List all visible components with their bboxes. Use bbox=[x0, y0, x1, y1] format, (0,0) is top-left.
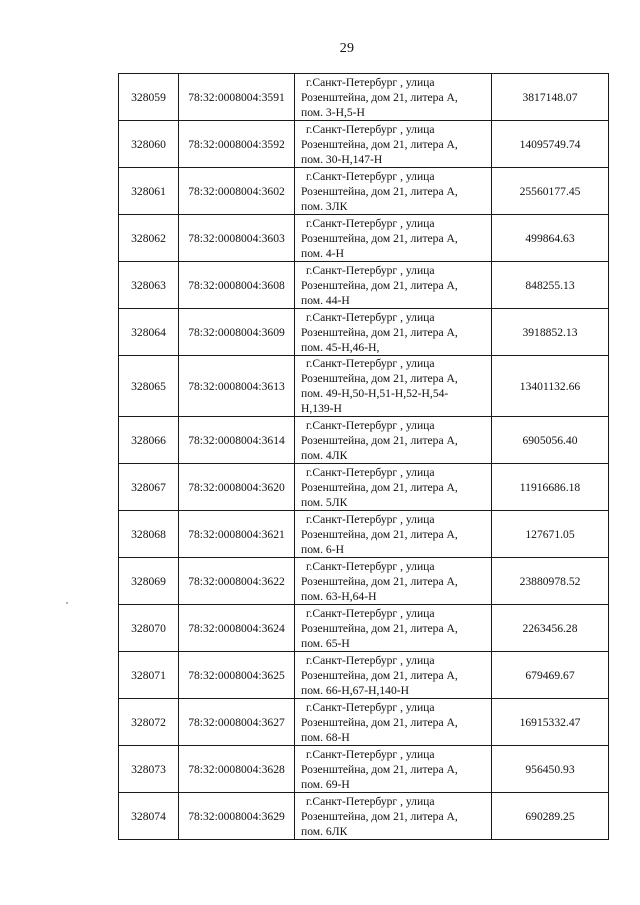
address-cell bbox=[295, 464, 492, 511]
cadastral-number-cell: 78:32:0008004:3628 bbox=[179, 746, 295, 793]
cadastral-number-cell: 78:32:0008004:3622 bbox=[179, 558, 295, 605]
address-line: г.Санкт-Петербург , улица bbox=[306, 310, 435, 324]
address-cell bbox=[295, 215, 492, 262]
scan-speck bbox=[66, 602, 68, 604]
record-number-cell: 328067 bbox=[119, 464, 179, 511]
address-cell bbox=[295, 356, 492, 417]
address-cell bbox=[295, 652, 492, 699]
address-line: г.Санкт-Петербург , улица bbox=[306, 216, 435, 230]
table-row bbox=[119, 215, 609, 262]
cadastral-value-cell: 2263456.28 bbox=[492, 605, 609, 652]
cadastral-value-cell: 25560177.45 bbox=[492, 168, 609, 215]
property-register-table bbox=[118, 73, 609, 840]
table-row bbox=[119, 652, 609, 699]
address-line: пом. 69-Н bbox=[301, 777, 350, 791]
record-number-cell: 328069 bbox=[119, 558, 179, 605]
address-cell bbox=[295, 309, 492, 356]
address-line: г.Санкт-Петербург , улица bbox=[306, 418, 435, 432]
cadastral-value-cell: 956450.93 bbox=[492, 746, 609, 793]
address-line: Розенштейна, дом 21, литера А, bbox=[301, 574, 458, 588]
record-number-cell: 328065 bbox=[119, 356, 179, 417]
address-line: Розенштейна, дом 21, литера А, bbox=[301, 621, 458, 635]
address-line: пом. 49-Н,50-Н,51-Н,52-Н,54- bbox=[301, 387, 449, 400]
address-line: г.Санкт-Петербург , улица bbox=[306, 263, 435, 277]
address-line: г.Санкт-Петербург , улица bbox=[306, 747, 435, 761]
address-line: пом. 45-Н,46-Н, bbox=[301, 340, 380, 354]
cadastral-value-cell: 690289.25 bbox=[492, 793, 609, 840]
record-number-cell: 328070 bbox=[119, 605, 179, 652]
address-line: Розенштейна, дом 21, литера А, bbox=[301, 90, 458, 104]
address-line: пом. 5ЛК bbox=[301, 495, 348, 509]
address-line: г.Санкт-Петербург , улица bbox=[306, 122, 435, 136]
record-number-cell: 328068 bbox=[119, 511, 179, 558]
address-line: Н,139-Н bbox=[301, 402, 342, 415]
address-cell bbox=[295, 746, 492, 793]
address-cell bbox=[295, 558, 492, 605]
cadastral-value-cell: 11916686.18 bbox=[492, 464, 609, 511]
table-row bbox=[119, 511, 609, 558]
table-row bbox=[119, 558, 609, 605]
cadastral-number-cell: 78:32:0008004:3591 bbox=[179, 74, 295, 121]
cadastral-value-cell: 6905056.40 bbox=[492, 417, 609, 464]
address-line: пом. 4-Н bbox=[301, 246, 344, 260]
address-line: г.Санкт-Петербург , улица bbox=[306, 512, 435, 526]
address-cell bbox=[295, 511, 492, 558]
cadastral-number-cell: 78:32:0008004:3629 bbox=[179, 793, 295, 840]
table-row bbox=[119, 262, 609, 309]
address-line: г.Санкт-Петербург , улица bbox=[306, 606, 435, 620]
record-number-cell: 328074 bbox=[119, 793, 179, 840]
cadastral-value-cell: 14095749.74 bbox=[492, 121, 609, 168]
address-line: пом. 30-Н,147-Н bbox=[301, 152, 383, 166]
table-row bbox=[119, 309, 609, 356]
address-line: Розенштейна, дом 21, литера А, bbox=[301, 278, 458, 292]
address-line: пом. 66-Н,67-Н,140-Н bbox=[301, 683, 409, 697]
table-row bbox=[119, 464, 609, 511]
cadastral-value-cell: 13401132.66 bbox=[492, 356, 609, 417]
table-row bbox=[119, 605, 609, 652]
address-line: г.Санкт-Петербург , улица bbox=[306, 653, 435, 667]
cadastral-value-cell: 127671.05 bbox=[492, 511, 609, 558]
address-cell bbox=[295, 699, 492, 746]
address-line: Розенштейна, дом 21, литера А, bbox=[301, 527, 458, 541]
address-line: пом. 63-Н,64-Н bbox=[301, 589, 377, 603]
record-number-cell: 328064 bbox=[119, 309, 179, 356]
cadastral-number-cell: 78:32:0008004:3627 bbox=[179, 699, 295, 746]
address-line: пом. 68-Н bbox=[301, 730, 350, 744]
address-line: г.Санкт-Петербург , улица bbox=[306, 75, 435, 89]
address-line: пом. 6-Н bbox=[301, 542, 344, 556]
record-number-cell: 328060 bbox=[119, 121, 179, 168]
address-line: г.Санкт-Петербург , улица bbox=[306, 794, 435, 808]
record-number-cell: 328071 bbox=[119, 652, 179, 699]
address-line: Розенштейна, дом 21, литера А, bbox=[301, 325, 458, 339]
address-line: Розенштейна, дом 21, литера А, bbox=[301, 809, 458, 823]
address-line: пом. 4ЛК bbox=[301, 448, 348, 462]
address-line: г.Санкт-Петербург , улица bbox=[306, 465, 435, 479]
address-line: пом. 44-Н bbox=[301, 293, 350, 307]
cadastral-value-cell: 23880978.52 bbox=[492, 558, 609, 605]
record-number-cell: 328066 bbox=[119, 417, 179, 464]
record-number-cell: 328073 bbox=[119, 746, 179, 793]
cadastral-value-cell: 3817148.07 bbox=[492, 74, 609, 121]
address-cell bbox=[295, 262, 492, 309]
address-line: пом. 3ЛК bbox=[301, 199, 348, 213]
record-number-cell: 328072 bbox=[119, 699, 179, 746]
table-row bbox=[119, 699, 609, 746]
address-line: Розенштейна, дом 21, литера А, bbox=[301, 668, 458, 682]
address-line: Розенштейна, дом 21, литера А, bbox=[301, 184, 458, 198]
address-line: Розенштейна, дом 21, литера А, bbox=[301, 480, 458, 494]
record-number-cell: 328059 bbox=[119, 74, 179, 121]
table-row bbox=[119, 74, 609, 121]
address-cell bbox=[295, 417, 492, 464]
page-number: 29 bbox=[339, 41, 355, 56]
table-row bbox=[119, 793, 609, 840]
address-line: г.Санкт-Петербург , улица bbox=[306, 559, 435, 573]
cadastral-number-cell: 78:32:0008004:3621 bbox=[179, 511, 295, 558]
address-line: Розенштейна, дом 21, литера А, bbox=[301, 137, 458, 151]
address-cell bbox=[295, 121, 492, 168]
address-cell bbox=[295, 74, 492, 121]
address-line: пом. 3-Н,5-Н bbox=[301, 105, 365, 119]
cadastral-value-cell: 499864.63 bbox=[492, 215, 609, 262]
cadastral-number-cell: 78:32:0008004:3624 bbox=[179, 605, 295, 652]
table-row bbox=[119, 168, 609, 215]
cadastral-value-cell: 848255.13 bbox=[492, 262, 609, 309]
table-row bbox=[119, 121, 609, 168]
cadastral-number-cell: 78:32:0008004:3609 bbox=[179, 309, 295, 356]
record-number-cell: 328062 bbox=[119, 215, 179, 262]
register-table-body bbox=[119, 74, 609, 840]
address-line: Розенштейна, дом 21, литера А, bbox=[301, 433, 458, 447]
address-line: г.Санкт-Петербург , улица bbox=[306, 169, 435, 183]
cadastral-value-cell: 3918852.13 bbox=[492, 309, 609, 356]
table-row bbox=[119, 746, 609, 793]
address-line: пом. 65-Н bbox=[301, 636, 350, 650]
address-cell bbox=[295, 793, 492, 840]
record-number-cell: 328063 bbox=[119, 262, 179, 309]
table-row bbox=[119, 417, 609, 464]
cadastral-number-cell: 78:32:0008004:3602 bbox=[179, 168, 295, 215]
address-line: г.Санкт-Петербург , улица bbox=[306, 700, 435, 714]
cadastral-number-cell: 78:32:0008004:3614 bbox=[179, 417, 295, 464]
address-line: Розенштейна, дом 21, литера А, bbox=[301, 231, 458, 245]
address-line: Розенштейна, дом 21, литера А, bbox=[301, 372, 458, 385]
record-number-cell: 328061 bbox=[119, 168, 179, 215]
cadastral-value-cell: 16915332.47 bbox=[492, 699, 609, 746]
cadastral-number-cell: 78:32:0008004:3625 bbox=[179, 652, 295, 699]
address-cell bbox=[295, 605, 492, 652]
address-line: пом. 6ЛК bbox=[301, 824, 348, 838]
cadastral-number-cell: 78:32:0008004:3613 bbox=[179, 356, 295, 417]
cadastral-number-cell: 78:32:0008004:3608 bbox=[179, 262, 295, 309]
address-cell bbox=[295, 168, 492, 215]
cadastral-number-cell: 78:32:0008004:3620 bbox=[179, 464, 295, 511]
cadastral-number-cell: 78:32:0008004:3592 bbox=[179, 121, 295, 168]
address-line: Розенштейна, дом 21, литера А, bbox=[301, 715, 458, 729]
cadastral-number-cell: 78:32:0008004:3603 bbox=[179, 215, 295, 262]
table-row bbox=[119, 356, 609, 417]
address-line: г.Санкт-Петербург , улица bbox=[306, 357, 435, 370]
cadastral-value-cell: 679469.67 bbox=[492, 652, 609, 699]
address-line: Розенштейна, дом 21, литера А, bbox=[301, 762, 458, 776]
